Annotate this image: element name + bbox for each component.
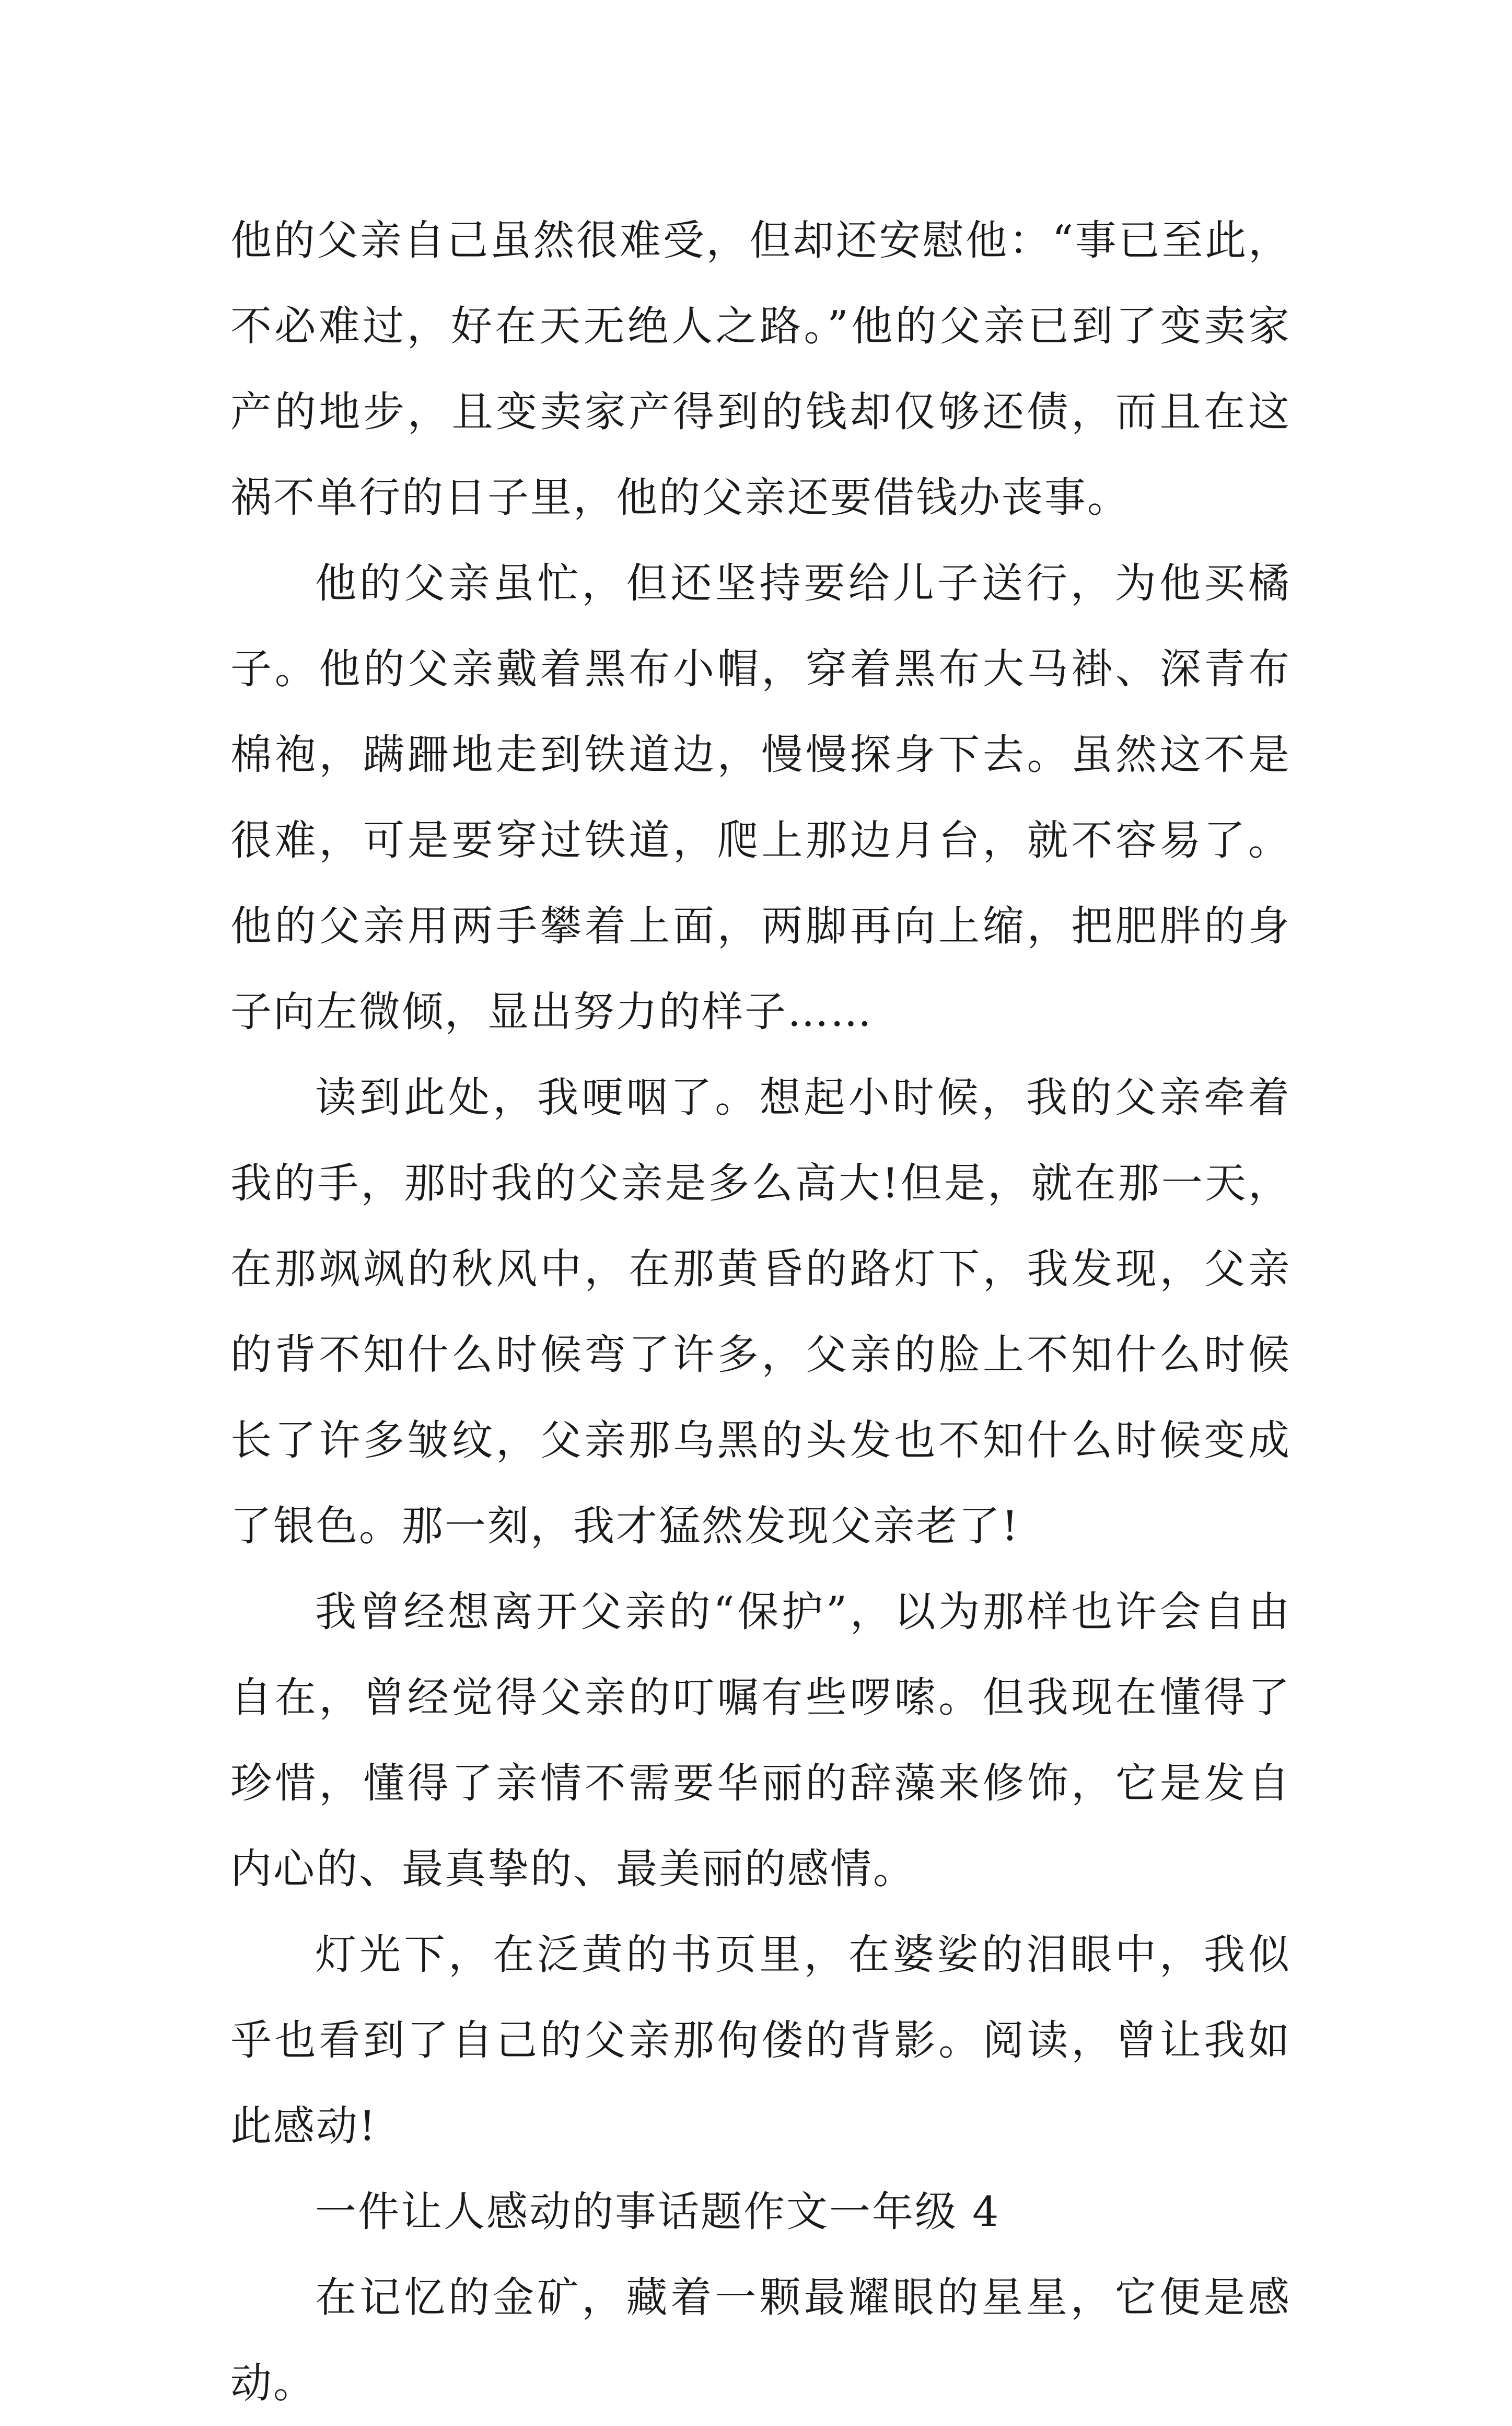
section-heading: 一件让人感动的事话题作文一年级 4	[315, 2188, 1001, 2236]
paragraph-continuation: 他的父亲自己虽然很难受，但却还安慰他：“事已至此，不必难过，好在天无绝人之路。”他的父亲已到了变卖家产的地步，且变卖家产得到的钱却仅够还债，而且在这祸不单行的日子里，他的父亲还要借钱办丧事。	[230, 216, 1291, 522]
paragraph-father-oranges: 他的父亲虽忙，但还坚持要给儿子送行，为他买橘子。他的父亲戴着黑布小帽，穿着黑布大马褂、深青布棉袍，蹒跚地走到铁道边，慢慢探身下去。虽然这不是很难，可是要穿过铁道，爬上那边月台，就不容易了。他的父亲用两手攀着上面，两脚再向上缩，把肥胖的身子向左微倾，显出努力的样子……	[230, 559, 1291, 1036]
paragraph-new-essay: 在记忆的金矿，藏着一颗最耀眼的星星，它便是感动。	[230, 2273, 1291, 2407]
paragraph-cherish: 我曾经想离开父亲的“保护”，以为那样也许会自由自在，曾经觉得父亲的叮嘱有些啰嗦。但我现在懂得了珍惜，懂得了亲情不需要华丽的辞藻来修饰，它是发自内心的、最真挚的、最美丽的感情。	[230, 1588, 1291, 1893]
paragraph-memory: 读到此处，我哽咽了。想起小时候，我的父亲牵着我的手，那时我的父亲是多么高大!但是，就在那一天，在那飒飒的秋风中，在那黄昏的路灯下，我发现，父亲的背不知什么时候弯了许多，父亲的脸上不知什么时候长了许多皱纹，父亲那乌黑的头发也不知什么时候变成了银色。那一刻，我才猛然发现父亲老了!	[230, 1073, 1291, 1550]
paragraph-moved: 灯光下，在泛黄的书页里，在婆娑的泪眼中，我似乎也看到了自己的父亲那佝偻的背影。阅读，曾让我如此感动!	[230, 1931, 1291, 2150]
document-body	[230, 198, 1291, 2426]
